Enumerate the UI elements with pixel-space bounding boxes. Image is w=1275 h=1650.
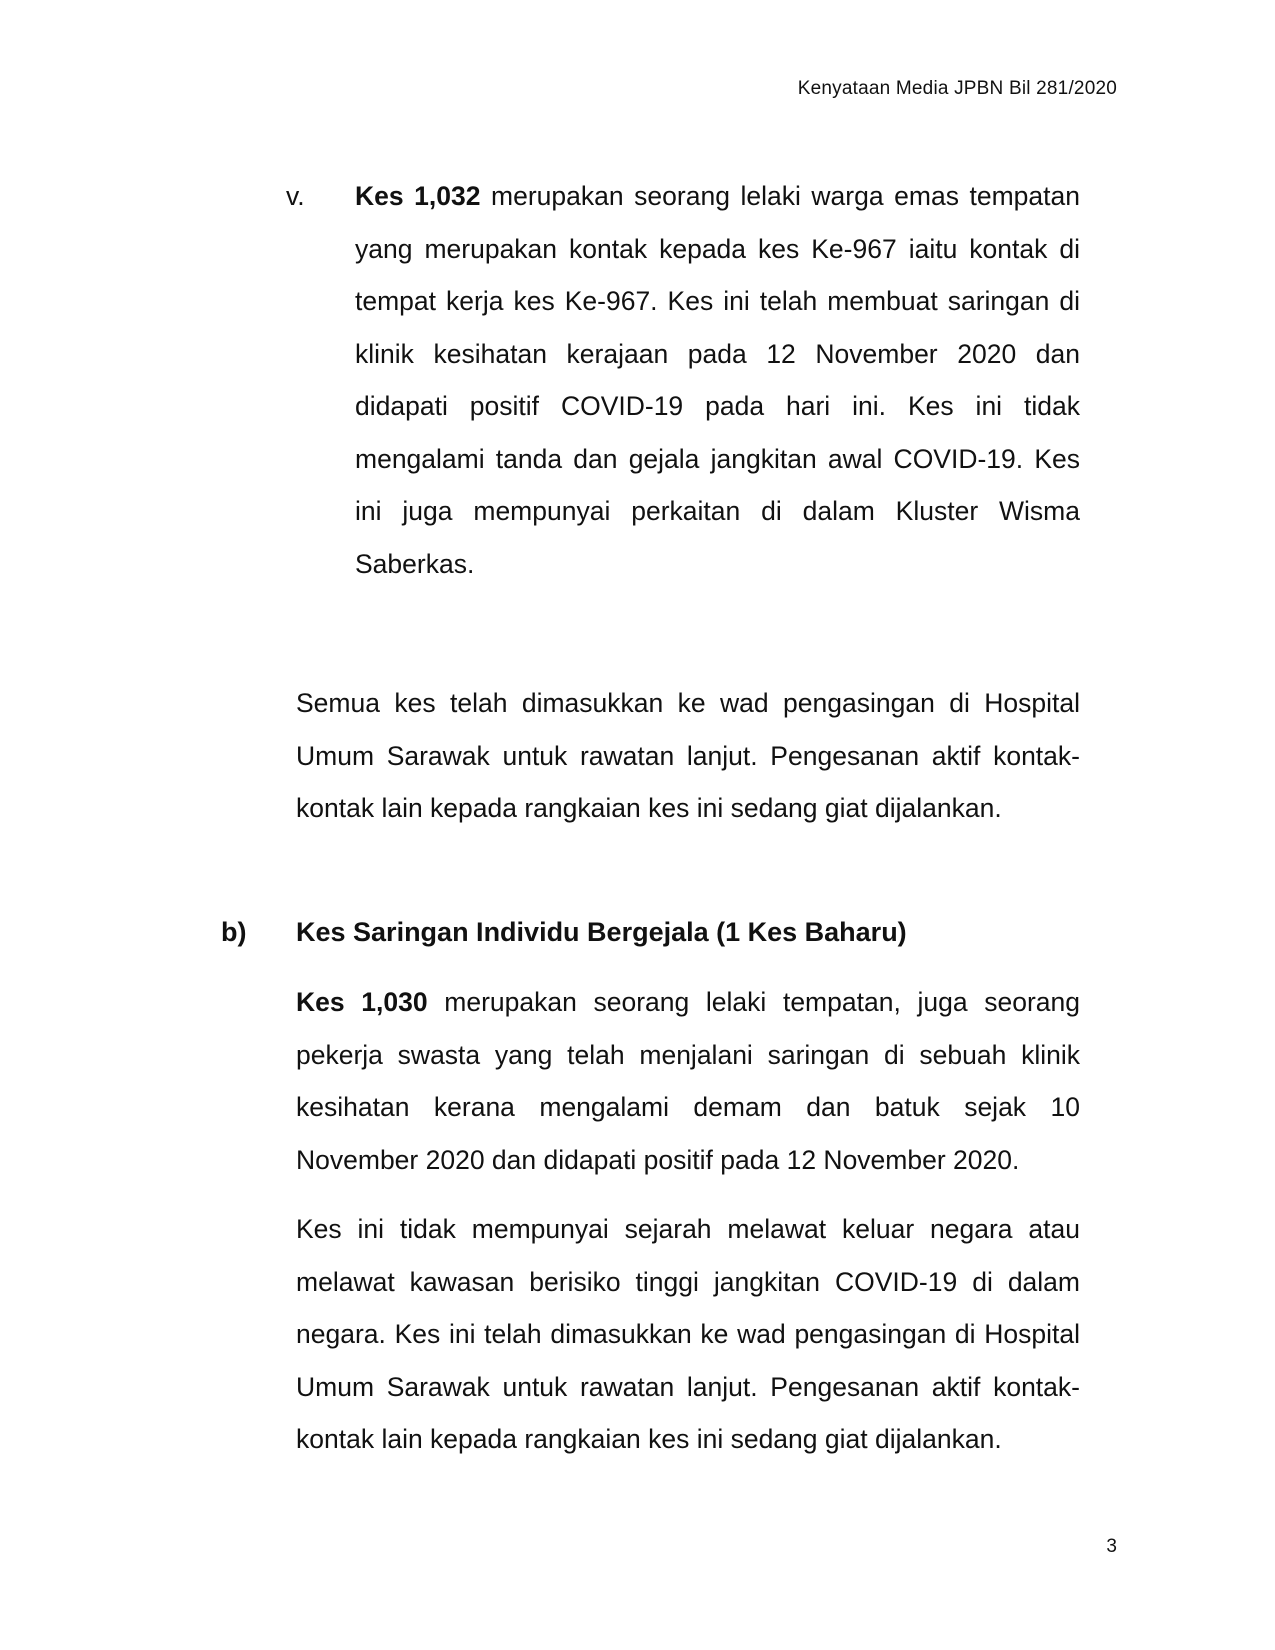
case-1032-text: merupakan seorang lelaki warga emas tempatan yang merupakan kontak kepada kes Ke-967 iaitu kontak di tempat kerja kes Ke-967. Kes ini telah membuat saringan di klinik kesihatan kerajaan pada 12 November 2020 dan didapati positif COVID-19 pada hari ini. Kes ini tidak mengalami tanda dan gejala jangkitan awal COVID-19. Kes ini juga mempunyai perkaitan di dalam Kluster Wisma Saberkas. [355, 181, 1080, 579]
page-number: 3 [1106, 1536, 1117, 1557]
case-1030-paragraph [296, 976, 1080, 1186]
case-1030-text: merupakan seorang lelaki tempatan, juga seorang pekerja swasta yang telah menjalani saringan di sebuah klinik kesihatan kerana mengalami demam dan batuk sejak 10 November 2020 dan didapati positif pada 12 November 2020. [296, 987, 1080, 1175]
case-1032-label: Kes 1,032 [355, 181, 481, 211]
section-b-marker: b) [221, 917, 247, 947]
list-item-marker-v: v. [286, 181, 305, 211]
section-b-heading: Kes Saringan Individu Bergejala (1 Kes Baharu) [296, 917, 907, 947]
document-reference-header: Kenyataan Media JPBN Bil 281/2020 [797, 78, 1117, 99]
all-cases-paragraph: Semua kes telah dimasukkan ke wad pengasingan di Hospital Umum Sarawak untuk rawatan lanjut. Pengesanan aktif kontak-kontak lain kepada rangkaian kes ini sedang giat dijalankan. [296, 688, 1080, 823]
case-1032-paragraph [355, 170, 1080, 590]
case-1030-label: Kes 1,030 [296, 987, 428, 1017]
case-1030-history-paragraph: Kes ini tidak mempunyai sejarah melawat keluar negara atau melawat kawasan berisiko tinggi jangkitan COVID-19 di dalam negara. Kes ini telah dimasukkan ke wad pengasingan di Hospital Umum Sarawak untuk rawatan lanjut. Pengesanan aktif kontak-kontak lain kepada rangkaian kes ini sedang giat dijalankan. [296, 1214, 1080, 1454]
